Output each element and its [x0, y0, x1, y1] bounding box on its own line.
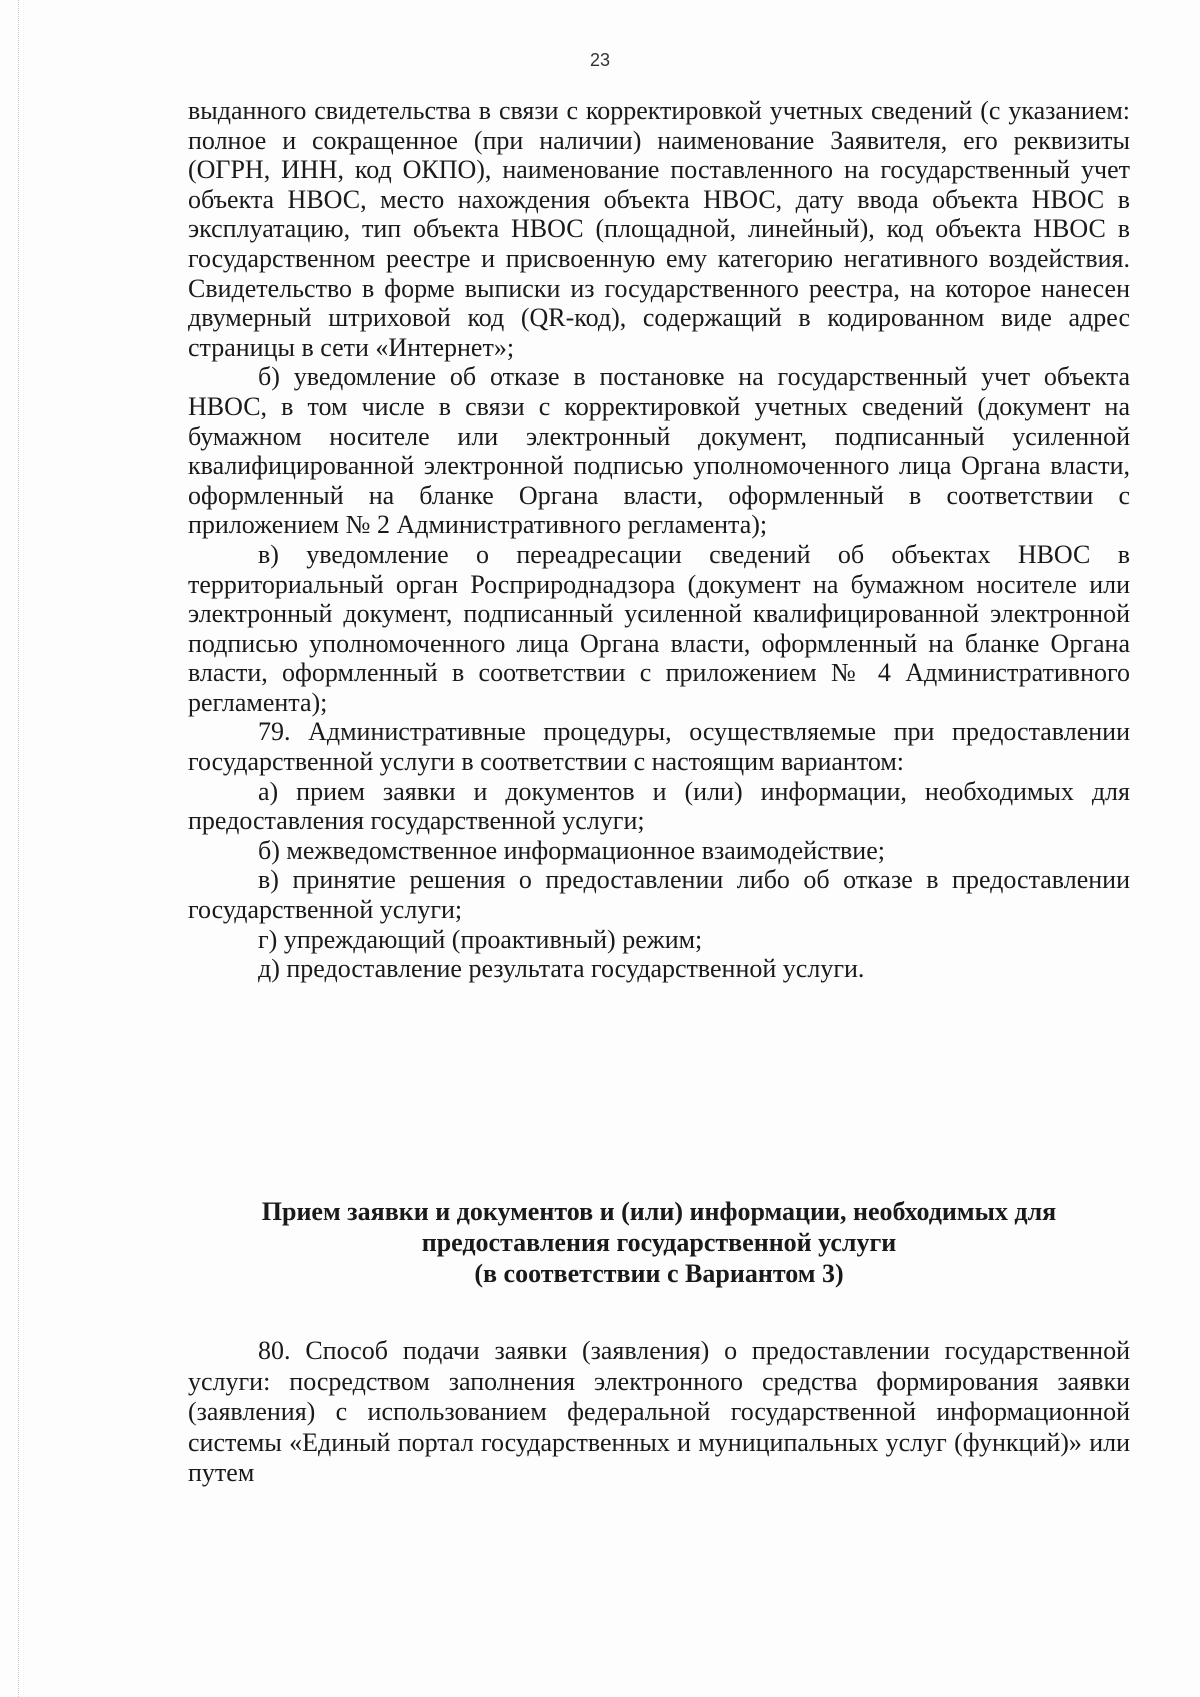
section-body: [188, 1336, 1130, 1489]
paragraph-item-b: б) уведомление об отказе в постановке на государственный учет объекта НВОС, в том числе в связи с корректировкой учетных сведений (документ на бумажном носителе или электронный документ, подписанный усиленной квалифицированной электронной подписью уполномоченного лица Органа власти, оформленный на бланке Органа власти, оформленный в соответствии с приложением № 2 Административного регламента);: [188, 362, 1130, 540]
list-item-g: г) упреждающий (проактивный) режим;: [258, 924, 703, 954]
paragraph-80: 80. Способ подачи заявки (заявления) о предоставлении государственной услуги: посредством заполнения электронного средства формирования заявки (заявления) с использованием федеральной государственной информационной системы «Единый портал государственных и муниципальных услуг (функций)» или путем: [188, 1336, 1130, 1487]
list-item-b: б) межведомственное информационное взаимодействие;: [258, 835, 885, 865]
body-text: [188, 96, 1130, 984]
list-item-a: а) прием заявки и документов и (или) информации, необходимых для предоставления государственной услуги;: [188, 776, 1130, 836]
list-item-v: в) принятие решения о предоставлении либо об отказе в предоставлении государственной услуги;: [188, 865, 1130, 925]
section-heading-line-2: предоставления государственной услуги: [421, 1228, 897, 1257]
paragraph-continuation: выданного свидетельства в связи с корректировкой учетных сведений (с указанием: полное и сокращенное (при наличии) наименование Заявителя, его реквизиты (ОГРН, ИНН, код ОКПО), наименование поставленного на государственный учет объекта НВОС, место нахождения объекта НВОС, дату ввода объекта НВОС в эксплуатацию, тип объекта НВОС (площадной, линейный), код объекта НВОС в государственном реестре и присвоенную ему категорию негативного воздействия. Свидетельство в форме выписки из государственного реестра, на которое нанесен двумерный штриховой код (QR-код), содержащий в кодированном виде адрес страницы в сети «Интернет»;: [188, 96, 1130, 362]
section-heading: [188, 1196, 1130, 1289]
section-heading-line-3: (в соответствии с Вариантом 3): [474, 1259, 844, 1288]
scan-edge-line: [18, 0, 19, 1697]
page-number: 23: [589, 50, 611, 70]
section-heading-line-1: Прием заявки и документов и (или) информации, необходимых для: [261, 1197, 1057, 1226]
list-item-d: д) предоставление результата государственной услуги.: [258, 954, 865, 984]
paragraph-79: 79. Административные процедуры, осуществляемые при предоставлении государственной услуги в соответствии с настоящим вариантом:: [188, 717, 1130, 777]
paragraph-item-v: в) уведомление о переадресации сведений об объектах НВОС в территориальный орган Росприроднадзора (документ на бумажном носителе или электронный документ, подписанный усиленной квалифицированной электронной подписью уполномоченного лица Органа власти, оформленный на бланке Органа власти, оформленный в соответствии с приложением № 4 Административного регламента);: [188, 539, 1130, 717]
